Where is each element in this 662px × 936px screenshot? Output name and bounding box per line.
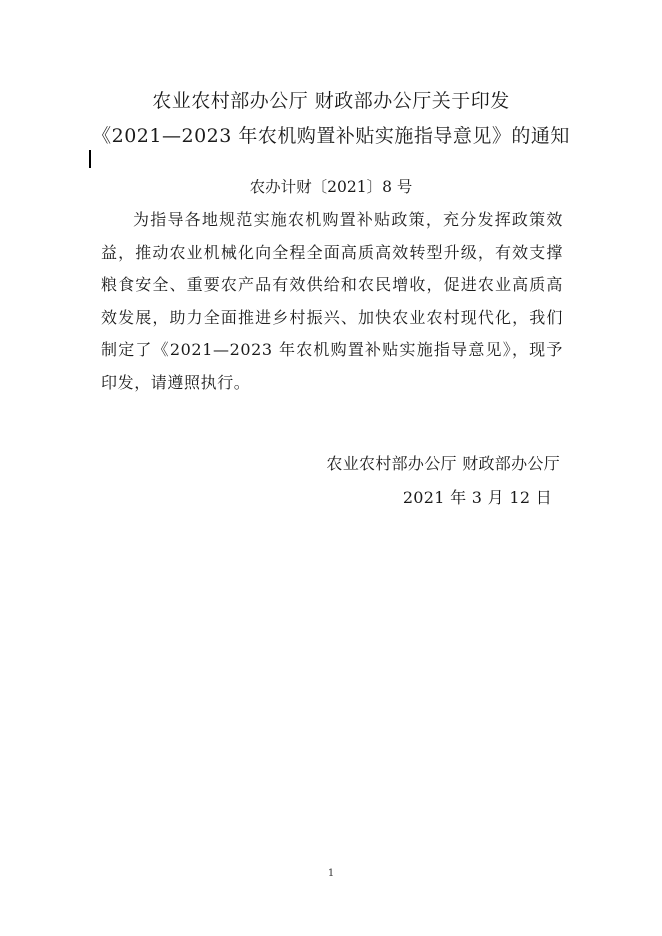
document-title-line-1: 农业农村部办公厅 财政部办公厅关于印发 (152, 90, 510, 112)
document-number: 农办计财〔2021〕8 号 (249, 178, 413, 196)
issue-date: 2021 年 3 月 12 日 (402, 488, 552, 507)
text-cursor (89, 150, 91, 168)
signature: 农业农村部办公厅 财政部办公厅 (326, 454, 560, 473)
page-number: 1 (327, 868, 335, 879)
document-title-line-2: 《2021—2023 年农机购置补贴实施指导意见》的通知 (92, 125, 570, 147)
body-paragraph: 为指导各地规范实施农机购置补贴政策，充分发挥政策效益，推动农业机械化向全程全面高质高效转型升级，有效支撑粮食安全、重要农产品有效供给和农民增收，促进农业高质高效发展，助力全面推进乡村振兴、加快农业农村现代化，我们制定了《2021—2023 年农机购置补贴实施指导意见》，现予印发，请遵照执行。 (101, 210, 563, 392)
